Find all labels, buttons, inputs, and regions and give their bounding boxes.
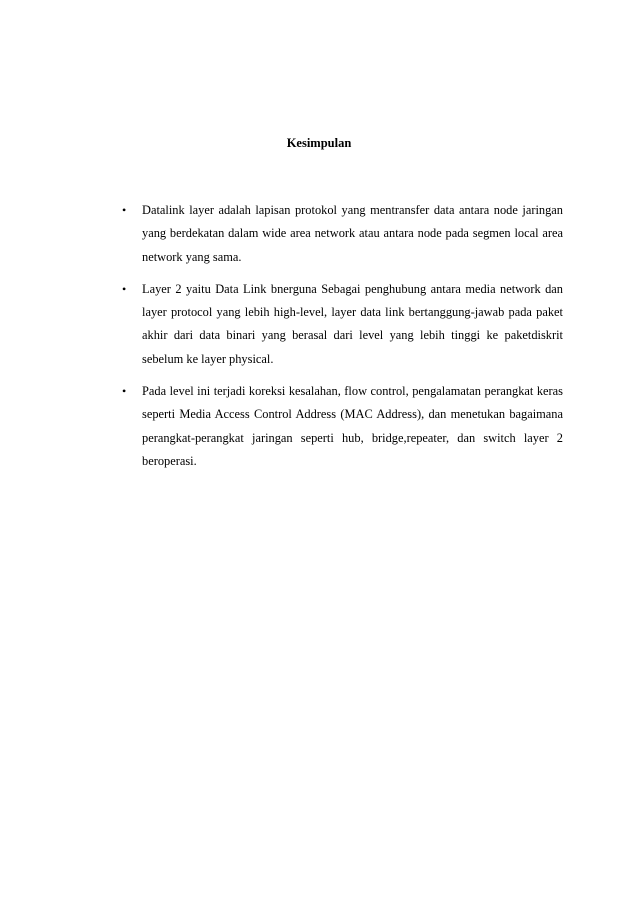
- list-item-text: Pada level ini terjadi koreksi kesalahan, flow control, pengalamatan perangkat keras seperti Media Access Control Address (MAC Address), dan menetukan bagaimana perangkat-perangkat jaringan seperti hub, bridge,repeater, dan switch layer 2 beroperasi.: [142, 384, 563, 468]
- bullet-icon: •: [122, 203, 127, 217]
- list-item-text: Layer 2 yaitu Data Link bnerguna Sebagai penghubung antara media network dan layer protocol yang lebih high-level, layer data link bertanggung-jawab pada paket akhir dari data binari yang berasal dari level yang lebih tinggi ke paketdiskrit sebelum ke layer physical.: [142, 281, 563, 366]
- bullet-icon: •: [122, 384, 127, 399]
- list-item: [121, 380, 563, 473]
- bullet-icon: •: [122, 281, 127, 296]
- page-title: Kesimpulan: [286, 136, 352, 150]
- list-item: [121, 278, 563, 371]
- conclusion-list: [121, 199, 563, 482]
- list-item-text: Datalink layer adalah lapisan protokol yang mentransfer data antara node jaringan yang berdekatan dalam wide area network atau antara node pada segmen local area network yang sama.: [142, 203, 563, 264]
- list-item: [121, 199, 563, 269]
